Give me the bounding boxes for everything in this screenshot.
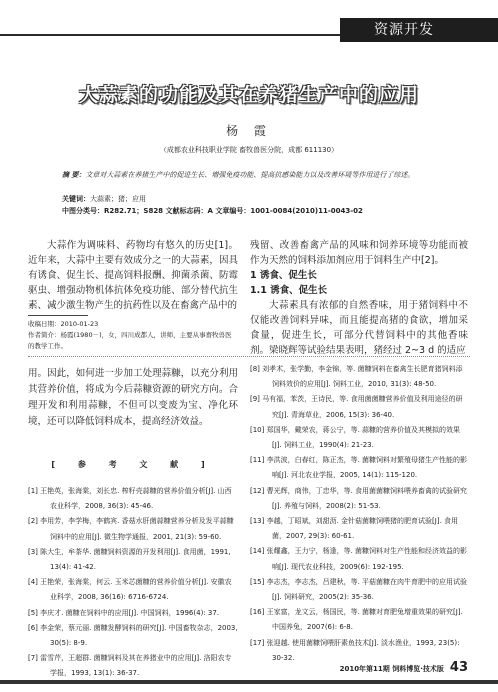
affiliation: （成都农业科技职业学院 畜牧兽医分院，成都 611130） [159,146,339,154]
journal-info: 2010年第11期 饲料博览·技术版 [339,665,444,673]
classification [62,206,442,217]
body-paragraph: 大蒜素具有浓郁的自然香味，用于猪饲料中不仅能改善饲料异味，而且能提高猪的食欲，增加采食量，促进生长，可部分代替饲料中的其他香味剂。梁晓辉等试验结果表明，猪经过 2~3 d 的适应 [250,300,468,356]
reference-item: [16] 王家富，龙文云，杨国民，等. 菌糠对育肥兔增重效果的研究[J]. 中国养兔，2007(6): 6-8. [250,608,463,632]
reference-item: [7] 雷雪芹，王超群. 菌糠饲料及其在养猪业中的应用[J]. 洛阳农专学报，1993, 13(1): 36-37. [28,654,232,678]
author-bio: 作者简介：杨霞(1980－)，女，四川成都人，讲师，主要从事畜牧兽医的教学工作。 [28,331,232,350]
continued-column [28,366,238,430]
section-header [0,0,498,50]
body-paragraph: 大蒜作为调味料、药物均有悠久的历史[1]。近年来，大蒜中主要有效成分之一的大蒜素，因具有诱食、促生长、提高饲料报酬、抑菌杀菌、防霉驱虫、增强动物机体抗体免疫功能、部分替代抗生素、减少激生物产生的抗药性以及在畜禽产品中的 [28,240,238,311]
keywords-text: 大蒜素；猪；应用 [90,195,146,203]
received-date: 收稿日期：2010-01-23 [28,320,99,328]
body-right-column [250,238,468,358]
section-tab [340,18,498,42]
reference-item: [17] 张迎越. 使用菌糠饲喂肝素鱼技术[J]. 淡水渔业，1993, 23(5): 30-32. [250,638,460,662]
body-paragraph: 用。因此，如何进一步加工处理蒜糠，以充分利用其营养价值，将成为今后蒜糠资源的研究方向。合理开发和利用蒜糠，不但可以变废为宝、净化环境，还可以降低饲料成本，提高经济效益。 [28,368,238,427]
section-heading: 1 诱食、促生长 [250,270,317,281]
keywords-label: 关键词： [62,195,90,203]
reference-item: [15] 李志杰，李志杰，吕建秋，等. 平菇菌糠在肉牛育肥中的应用试验[J]. 饲料研究，2005(2): 35-36. [250,577,468,602]
footnote [28,319,238,352]
footer-stripe [0,680,498,684]
page-number: 43 [449,660,468,675]
page-divider [28,356,470,357]
reference-item: [9] 马有福，苯茨，王诗民，等. 食用菌菌糠营养价值及利用途径的研究[J]. 青海草业，2006, 15(3): 36-40. [250,395,463,419]
references-left [28,484,238,682]
section-title: 资源开发 [374,22,434,38]
footnote-rule [28,315,88,316]
references-right [250,362,468,666]
classification-text: 中图分类号：R282.71；S828 文献标志码：A 文章编号：1001-0084(2010)11-0043-02 [62,207,363,215]
reference-item: [11] 李洪波，白春红，陈正杰，等. 菌糠饲料对繁殖母猪生产性能的影响[J]. 河北农业学报，2005, 14(1): 115-120. [250,456,468,480]
reference-item: [6] 李金荣，蔡元丽. 菌糠发酵饲料的研究[J]. 中国畜牧杂志，2003, 30(5): 8-9. [28,623,238,648]
page-footer [236,660,468,675]
article-title: 大蒜素的功能及其在养猪生产中的应用 [78,84,419,106]
reference-item: [4] 王艳荣，张海棠，何云. 玉米芯菌糠的营养价值分析[J]. 安徽农业科学，2008, 36(16): 6716-6724. [28,578,232,602]
reference-item: [2] 李用芳，李学梅，李鹤宾. 香菇水肝菌蒜糠营养分析及发平蒜糠饲料中的应用[J]. 微生物学通报，2001, 21(3): 59-60. [28,517,234,541]
body-paragraph: 残留、改善畜禽产品的风味和饲养环境等功能而被作为天然的饲料添加剂应用于饲料生产中[2]。 [250,240,468,266]
body-left-column [28,238,238,313]
reference-item: [13] 李越，丁昭斌，刘甜沥. 金针菇菌糠饲喂猪的肥育试验[J]. 食用菌，2007, 29(3): 60-61. [250,517,459,541]
reference-item: [14] 张耀鑫，王力宁，杨逢，等. 菌糠饲料对生产性能和经济效益的影响[J]. 现代农业科技，2009(6): 192-195. [250,547,468,571]
reference-item: [8] 刘孝术，张学勤，李金锦，等. 菌糠饲料在畜禽生长肥育猪饲料添饲料效价的应用[J]. 饲料工业，2010, 31(3): 48-50. [250,365,463,389]
reference-item: [3] 陈大生，牟茶华. 菌糠饲料资源的开发利用[J]. 食用菌，1991, 13(4): 41-42. [28,547,231,572]
abstract [62,170,442,181]
subsection-heading: 1.1 诱食、促生长 [250,285,328,296]
references-heading: [ 参 考 文 献 ] [51,460,215,469]
reference-item: [5] 李庆才. 菌糠在饲料中的应用[J]. 中国饲料，1996(4): 37. [28,608,220,617]
keywords [62,194,442,205]
abstract-text: 文章对大蒜素在养猪生产中的促进生长、增强免疫功能、提高抗感染能力以及改善环境等作用进行了综述。 [85,171,415,179]
reference-item: [1] 王艳英，张海棠，刘长忠. 榨籽壳蒜糠的营养价值分析[J]. 山西农业科学，2008, 36(3): 45-46. [28,487,232,511]
reference-item: [12] 曹光辉，商伟，丁忠华，等. 食用菌菌糠饲料喂养畜禽的试验研究[J]. 养殖与饲料，2008(2): 51-53. [250,486,468,510]
reference-item: [10] 郑国华，戴荣农，蒋公宁，等. 蒜糠的营养价值及其模拟的效果[J]. 饲料工业，1990(4): 21-23. [250,425,461,450]
author: 杨 霞 [226,124,272,138]
abstract-label: 摘 要： [62,171,86,179]
